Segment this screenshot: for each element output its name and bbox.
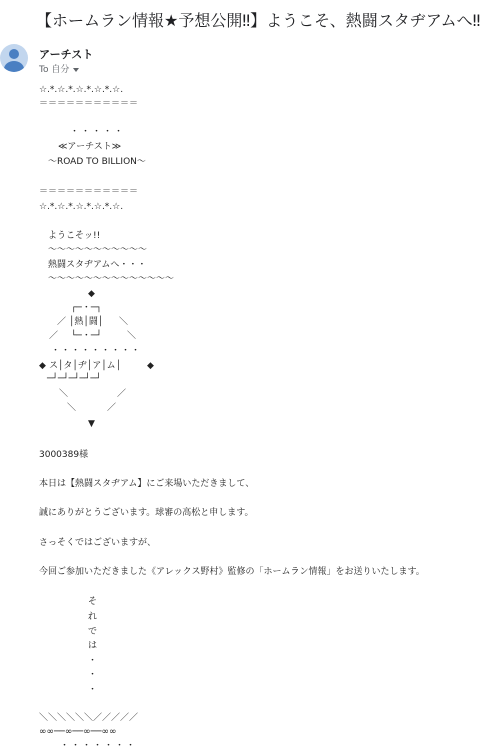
rule-bottom: ＝＝＝＝＝＝＝＝＝＝＝ bbox=[39, 187, 139, 197]
recipient-label: To 自分 bbox=[39, 65, 70, 75]
vertical-char: れ bbox=[88, 612, 98, 622]
art-lower-left-1: ＼ bbox=[59, 389, 69, 399]
footer-dots: ・・・・・・・ bbox=[60, 741, 138, 751]
sender-avatar[interactable] bbox=[0, 44, 28, 72]
tagline: 〜ROAD TO BILLION〜 bbox=[48, 157, 146, 167]
paragraph-2: 誠にありがとうございます。球審の高松と申します。 bbox=[39, 508, 254, 518]
art-name-row: │熱│闘│ bbox=[69, 317, 104, 327]
stadium-welcome-line: 熱闘スタヂアムへ・・・ bbox=[48, 260, 147, 270]
tilde-line-1: 〜〜〜〜〜〜〜〜〜〜〜 bbox=[48, 245, 148, 255]
art-right-slant-1: ＼ bbox=[119, 317, 129, 327]
art-base-row: └─・─┘ bbox=[71, 331, 102, 341]
diamond-right-icon: ◆ bbox=[147, 361, 154, 371]
art-lower-right-2: ／ bbox=[107, 403, 117, 413]
tilde-line-2: 〜〜〜〜〜〜〜〜〜〜〜〜〜〜 bbox=[48, 274, 175, 284]
art-dot-row: ・・・・・・・・・ bbox=[51, 346, 142, 356]
sender-name[interactable]: アーチスト bbox=[39, 48, 94, 61]
email-subject: 【ホームラン情報★予想公開‼】ようこそ、熱闘スタヂアムへ‼ bbox=[36, 11, 481, 30]
avatar-shoulders bbox=[4, 61, 24, 72]
vertical-char: ・ bbox=[88, 656, 98, 666]
avatar-head bbox=[9, 49, 19, 59]
paragraph-1: 本日は【熱闘スタヂアム】にご来場いただきまして、 bbox=[39, 479, 255, 489]
vertical-char: で bbox=[88, 627, 98, 637]
header-dots: ・・・・・ bbox=[70, 127, 126, 137]
art-underline-row: ─┘─┘─┘─┘─┘ bbox=[47, 374, 102, 384]
welcome-line: ようこそッ!! bbox=[48, 231, 101, 241]
art-left-slant-1: ／ bbox=[57, 317, 67, 327]
footer-wave: ∞∞──∞──∞──∞∞ bbox=[39, 727, 117, 737]
vertical-char: そ bbox=[88, 597, 98, 607]
vertical-char: は bbox=[88, 641, 98, 651]
diamond-left-icon: ◆ bbox=[39, 361, 46, 371]
artist-label: ≪アーチスト≫ bbox=[58, 142, 122, 152]
arrow-down-icon: ▼ bbox=[88, 419, 95, 429]
art-roof: ┌─・─┐ bbox=[71, 303, 102, 313]
stadium-ascii-art bbox=[39, 288, 169, 438]
diamond-top-icon: ◆ bbox=[88, 289, 95, 299]
paragraph-4: 今回ご参加いただきました《アレックス野村》監修の「ホームラン情報」をお送りいたします。 bbox=[39, 567, 425, 577]
member-id: 3000389様 bbox=[39, 450, 89, 460]
art-lower-right-1: ／ bbox=[117, 389, 127, 399]
stars-top: ☆.*.☆.*.☆.*.☆.*.☆. bbox=[39, 85, 124, 95]
vertical-char: ・ bbox=[88, 685, 98, 695]
art-lower-left-2: ＼ bbox=[67, 403, 77, 413]
vertical-char: ・ bbox=[88, 670, 98, 680]
paragraph-3: さっそくではございますが、 bbox=[39, 538, 157, 548]
stars-bottom: ☆.*.☆.*.☆.*.☆.*.☆. bbox=[39, 202, 124, 212]
art-letters-row: ス│タ│ヂ│ア│ム│ bbox=[49, 361, 122, 371]
footer-slashes: ＼＼＼＼＼＼／／／／／ bbox=[39, 713, 139, 723]
art-right-slant-2: ＼ bbox=[127, 331, 137, 341]
recipient-line[interactable] bbox=[39, 62, 79, 75]
chevron-down-icon[interactable] bbox=[73, 68, 79, 72]
rule-top: ＝＝＝＝＝＝＝＝＝＝＝ bbox=[39, 99, 139, 109]
art-left-slant-2: ／ bbox=[49, 331, 59, 341]
